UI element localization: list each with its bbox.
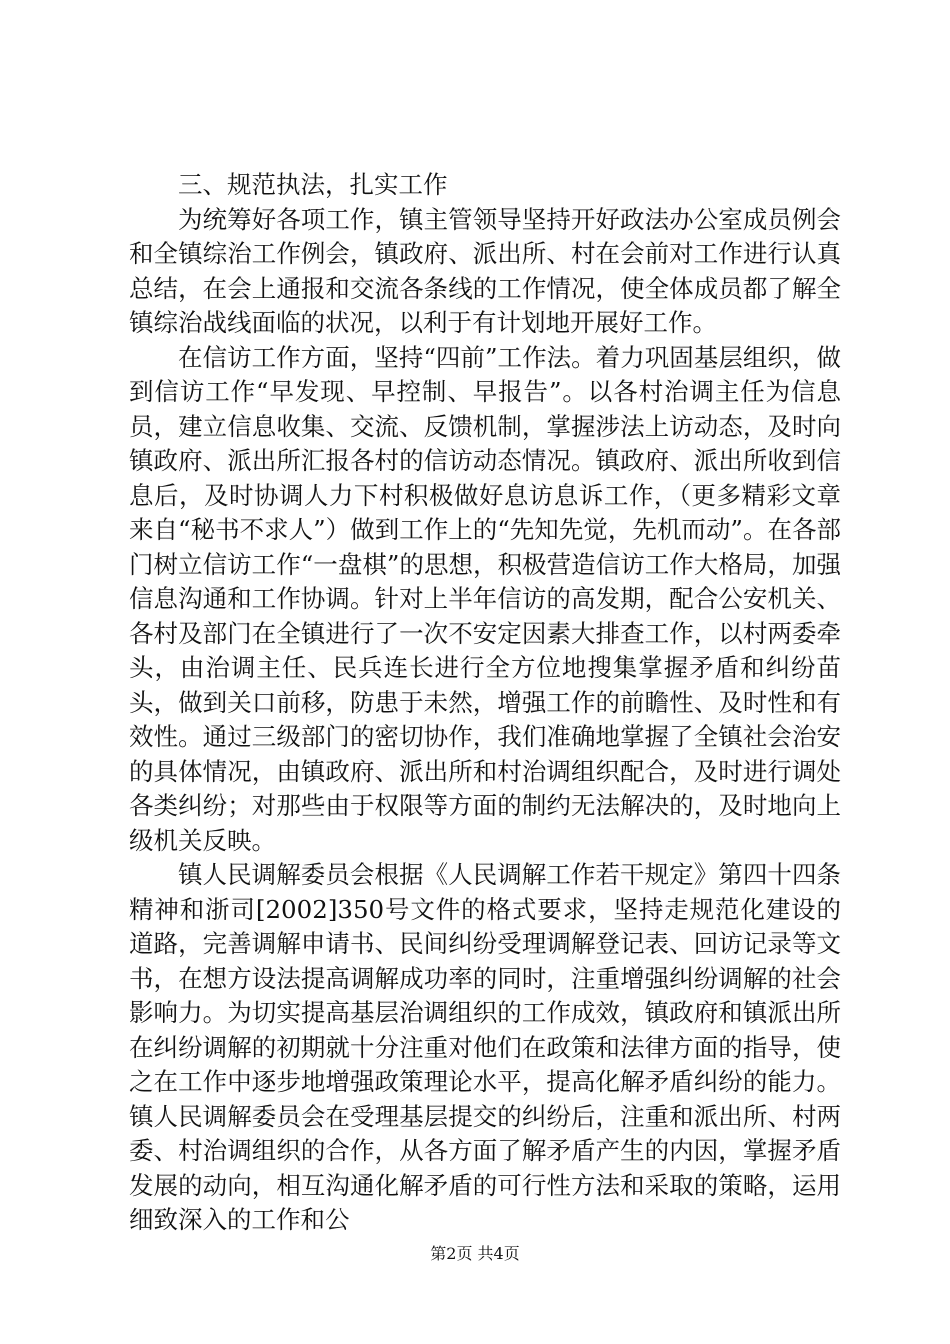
document-body xyxy=(129,168,841,1238)
paragraph-meeting-system: 为统筹好各项工作，镇主管领导坚持开好政法办公室成员例会和全镇综治工作例会，镇政府、派出所、村在会前对工作进行认真总结，在会上通报和交流各条线的工作情况，使全体成员都了解全镇综治战线面临的状况，以利于有计划地开展好工作。 xyxy=(129,204,841,337)
paragraph-petition-work: 在信访工作方面，坚持“四前”工作法。着力巩固基层组织，做到信访工作“早发现、早控制、早报告”。以各村治调主任为信息员，建立信息收集、交流、反馈机制，掌握涉法上访动态，及时向镇政府、派出所汇报各村的信访动态情况。镇政府、派出所收到信息后，及时协调人力下村积极做好息访息诉工作，（更多精彩文章来自“秘书不求人”）做到工作上的“先知先觉，先机而动”。在各部门树立信访工作“一盘棋”的思想，积极营造信访工作大格局，加强信息沟通和工作协调。针对上半年信访的高发期，配合公安机关、各村及部门在全镇进行了一次不安定因素大排查工作，以村两委牵头，由治调主任、民兵连长进行全方位地搜集掌握矛盾和纠纷苗头，做到关口前移，防患于未然，增强工作的前瞻性、及时性和有效性。通过三级部门的密切协作，我们准确地掌握了全镇社会治安的具体情况，由镇政府、派出所和村治调组织配合，及时进行调处各类纠纷；对那些由于权限等方面的制约无法解决的，及时地向上级机关反映。 xyxy=(129,342,841,855)
paragraph-mediation-committee: 镇人民调解委员会根据《人民调解工作若干规定》第四十四条精神和浙司[2002]350号文件的格式要求，坚持走规范化建设的道路，完善调解申请书、民间纠纷受理调解登记表、回访记录等文书，在想方设法提高调解成功率的同时，注重增强纠纷调解的社会影响力。为切实提高基层治调组织的工作成效，镇政府和镇派出所在纠纷调解的初期就十分注重对他们在政策和法律方面的指导，使之在工作中逐步地增强政策理论水平，提高化解矛盾纠纷的能力。镇人民调解委员会在受理基层提交的纠纷后，注重和派出所、村两委、村治调组织的合作，从各方面了解矛盾产生的内因，掌握矛盾发展的动向，相互沟通化解矛盾的可行性方法和采取的策略，运用细致深入的工作和公 xyxy=(129,860,841,1234)
page-number-footer: 第2页 共4页 xyxy=(430,1244,520,1263)
section-heading: 三、规范执法，扎实工作 xyxy=(178,170,448,199)
